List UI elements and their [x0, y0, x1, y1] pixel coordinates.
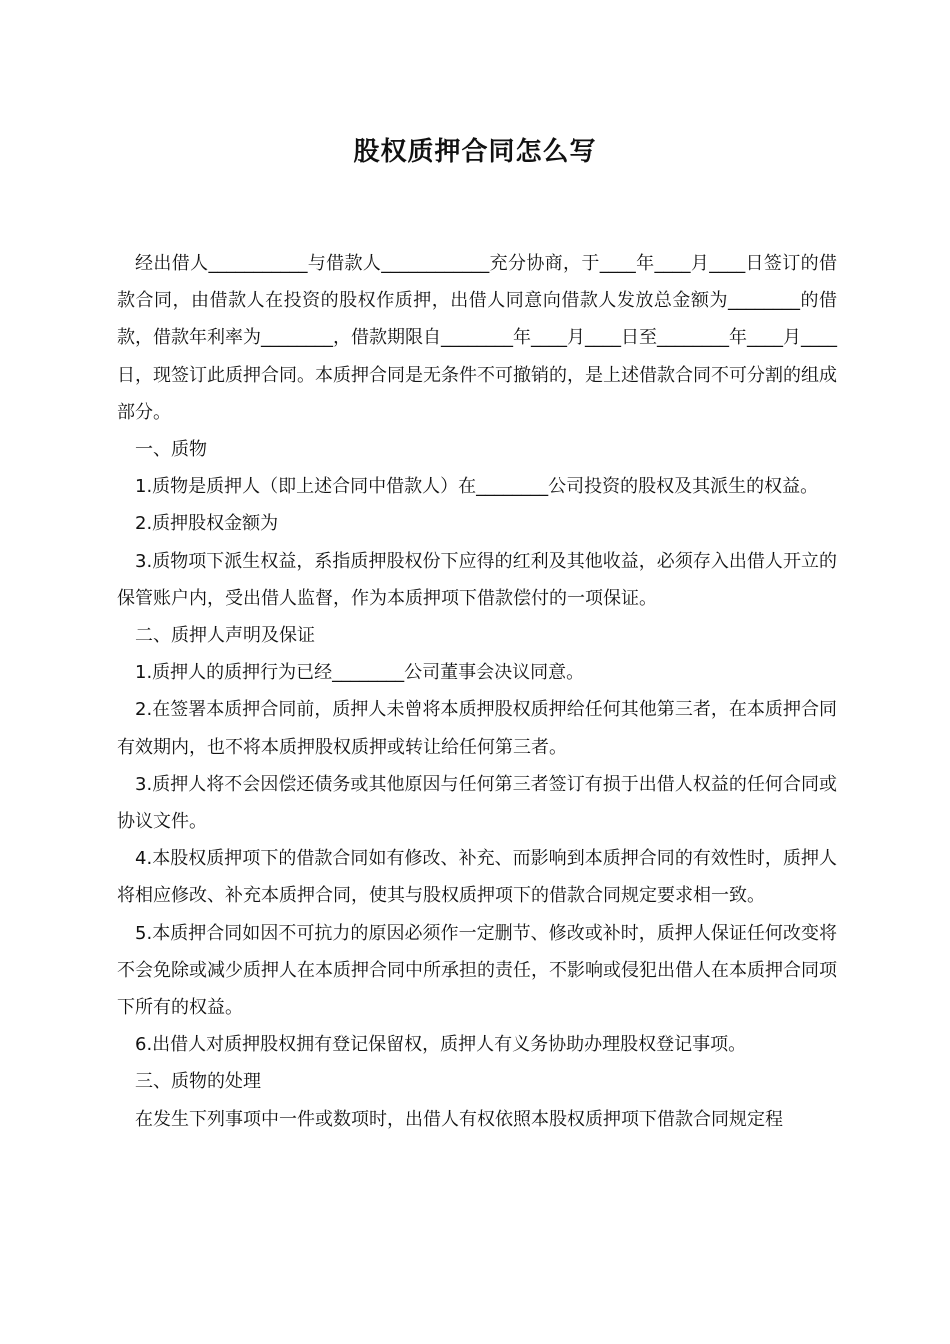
clause-1-2: 2.质押股权金额为: [135, 513, 279, 535]
document-body: [117, 245, 837, 1138]
clause-2-2: 2.在签署本质押合同前，质押人未曾将本质押股权质押给任何其他第三者，在本质押合同有效期内，也不将本质押股权质押或转让给任何第三者。: [117, 699, 837, 758]
intro-paragraph: 经出借人___________与借款人____________充分协商，于____年____月____日签订的借款合同，由借款人在投资的股权作质押，出借人同意向借款人发放总金额为________的借款，借款年利率为________，借款期限自________年____月____日至________年____月____日，现签订此质押合同。本质押合同是无条件不可撤销的，是上述借款合同不可分割的组成部分。: [117, 253, 837, 423]
clause-2-6: 6.出借人对质押股权拥有登记保留权，质押人有义务协助办理股权登记事项。: [135, 1034, 747, 1056]
clause-1-1: 1.质物是质押人（即上述合同中借款人）在________公司投资的股权及其派生的权益。: [135, 476, 819, 498]
document-title: 股权质押合同怎么写: [353, 137, 597, 167]
clause-2-3: 3.质押人将不会因偿还债务或其他原因与任何第三者签订有损于出借人权益的任何合同或协议文件。: [117, 773, 837, 833]
clause-2-5: 5.本质押合同如因不可抗力的原因必须作一定删节、修改或补时，质押人保证任何改变将不会免除或减少质押人在本质押合同中所承担的责任，不影响或侵犯出借人在本质押合同项下所有的权益。: [117, 922, 837, 1019]
clause-1-3: 3.质物项下派生权益，系指质押股权份下应得的红利及其他收益，必须存入出借人开立的保管账户内，受出借人监督，作为本质押项下借款偿付的一项保证。: [117, 550, 837, 609]
clause-3-intro: 在发生下列事项中一件或数项时，出借人有权依照本股权质押项下借款合同规定程: [135, 1108, 783, 1130]
section-heading-declarations: 二、质押人声明及保证: [135, 625, 315, 647]
section-heading-disposal: 三、质物的处理: [135, 1071, 261, 1093]
section-heading-pledged-property: 一、质物: [135, 439, 207, 461]
clause-2-4: 4.本股权质押项下的借款合同如有修改、补充、而影响到本质押合同的有效性时，质押人将相应修改、补充本质押合同，使其与股权质押项下的借款合同规定要求相一致。: [117, 848, 837, 907]
clause-2-1: 1.质押人的质押行为已经________公司董事会决议同意。: [135, 662, 585, 684]
